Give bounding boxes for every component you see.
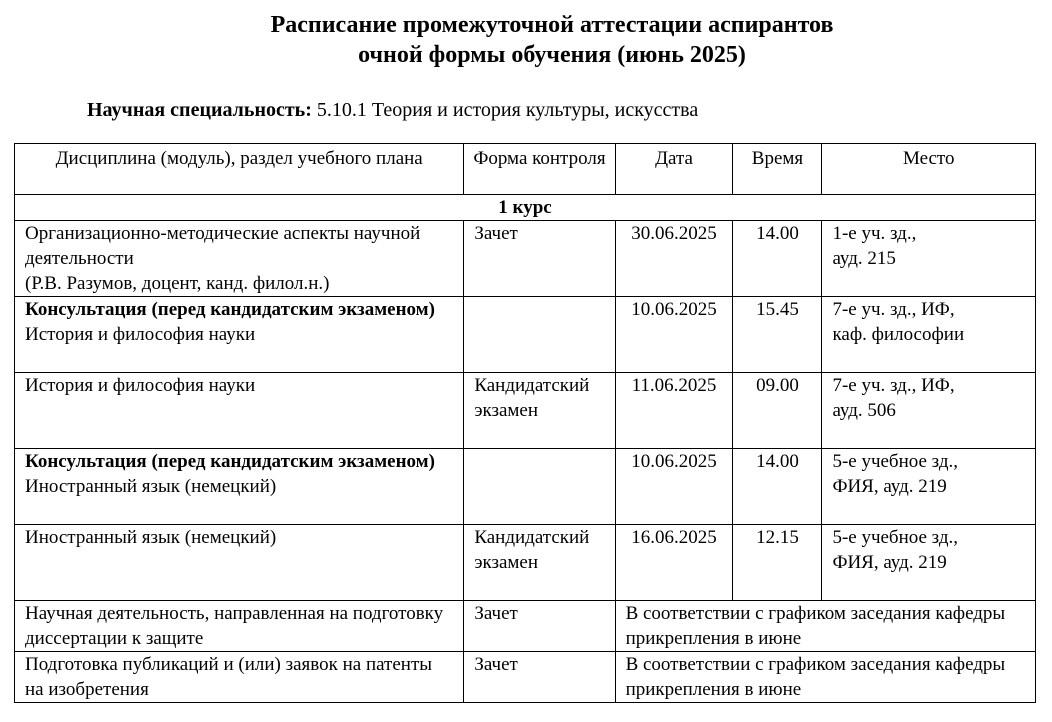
cell-place — [822, 373, 1036, 449]
cell-date: 11.06.2025 — [615, 373, 733, 449]
place-line-2: каф. философии — [832, 324, 965, 345]
consultation-label: Консультация (перед кандидатским экзаменом) — [25, 451, 435, 472]
header-form: Форма контроля — [464, 144, 615, 195]
table-row — [15, 601, 1036, 652]
cell-time: 14.00 — [733, 449, 822, 525]
header-place: Место — [822, 144, 1036, 195]
table-row — [15, 221, 1036, 297]
cell-discipline: Подготовка публикаций и (или) заявок на патенты на изобретения — [15, 652, 464, 703]
table-row — [15, 297, 1036, 373]
discipline-note: (Р.В. Разумов, доцент, канд. филол.н.) — [25, 273, 330, 294]
course-row — [15, 195, 1036, 221]
cell-form: Кандидатский экзамен — [464, 525, 615, 601]
cell-place — [822, 297, 1036, 373]
cell-discipline — [15, 297, 464, 373]
specialty-label: Научная специальность: — [87, 99, 312, 121]
cell-date: 10.06.2025 — [615, 449, 733, 525]
cell-discipline — [15, 221, 464, 297]
cell-date: 16.06.2025 — [615, 525, 733, 601]
header-discipline: Дисциплина (модуль), раздел учебного плана — [15, 144, 464, 195]
header-date: Дата — [615, 144, 733, 195]
place-line-2: ауд. 506 — [832, 400, 896, 421]
table-row — [15, 525, 1036, 601]
cell-form: Зачет — [464, 652, 615, 703]
cell-discipline: Иностранный язык (немецкий) — [15, 525, 464, 601]
cell-place — [822, 525, 1036, 601]
cell-place — [822, 221, 1036, 297]
table-row — [15, 373, 1036, 449]
cell-schedule-note: В соответствии с графиком заседания кафедры прикрепления в июне — [615, 601, 1035, 652]
document-title — [0, 10, 1052, 70]
place-line-2: ауд. 215 — [832, 248, 896, 269]
schedule-table — [14, 143, 1036, 703]
cell-time: 12.15 — [733, 525, 822, 601]
place-line-1: 1-е уч. зд., — [832, 223, 917, 244]
cell-form — [464, 449, 615, 525]
place-line-1: 7-е уч. зд., ИФ, — [832, 375, 955, 396]
cell-form: Зачет — [464, 221, 615, 297]
table-row — [15, 449, 1036, 525]
discipline-text: Организационно-методические аспекты научной деятельности — [25, 223, 421, 269]
cell-discipline: Научная деятельность, направленная на подготовку диссертации к защите — [15, 601, 464, 652]
cell-time: 14.00 — [733, 221, 822, 297]
place-line-1: 5-е учебное зд., — [832, 451, 959, 472]
cell-time: 09.00 — [733, 373, 822, 449]
place-line-1: 7-е уч. зд., ИФ, — [832, 299, 955, 320]
header-time: Время — [733, 144, 822, 195]
cell-discipline — [15, 449, 464, 525]
cell-date: 10.06.2025 — [615, 297, 733, 373]
consultation-label: Консультация (перед кандидатским экзаменом) — [25, 299, 435, 320]
place-line-2: ФИЯ, ауд. 219 — [832, 552, 947, 573]
cell-discipline: История и философия науки — [15, 373, 464, 449]
table-header-row — [15, 144, 1036, 195]
cell-date: 30.06.2025 — [615, 221, 733, 297]
title-line-1: Расписание промежуточной аттестации аспирантов — [270, 12, 834, 38]
cell-place — [822, 449, 1036, 525]
place-line-1: 5-е учебное зд., — [832, 527, 959, 548]
cell-schedule-note: В соответствии с графиком заседания кафедры прикрепления в июне — [615, 652, 1035, 703]
cell-form: Зачет — [464, 601, 615, 652]
title-line-2: очной формы обучения (июнь 2025) — [358, 42, 746, 68]
place-line-2: ФИЯ, ауд. 219 — [832, 476, 947, 497]
table-row — [15, 652, 1036, 703]
course-label: 1 курс — [15, 195, 1036, 221]
discipline-text: Иностранный язык (немецкий) — [25, 476, 277, 497]
cell-form — [464, 297, 615, 373]
specialty-value: 5.10.1 Теория и история культуры, искусства — [316, 99, 699, 121]
discipline-text: История и философия науки — [25, 324, 256, 345]
cell-form: Кандидатский экзамен — [464, 373, 615, 449]
cell-time: 15.45 — [733, 297, 822, 373]
specialty-line — [87, 97, 698, 123]
